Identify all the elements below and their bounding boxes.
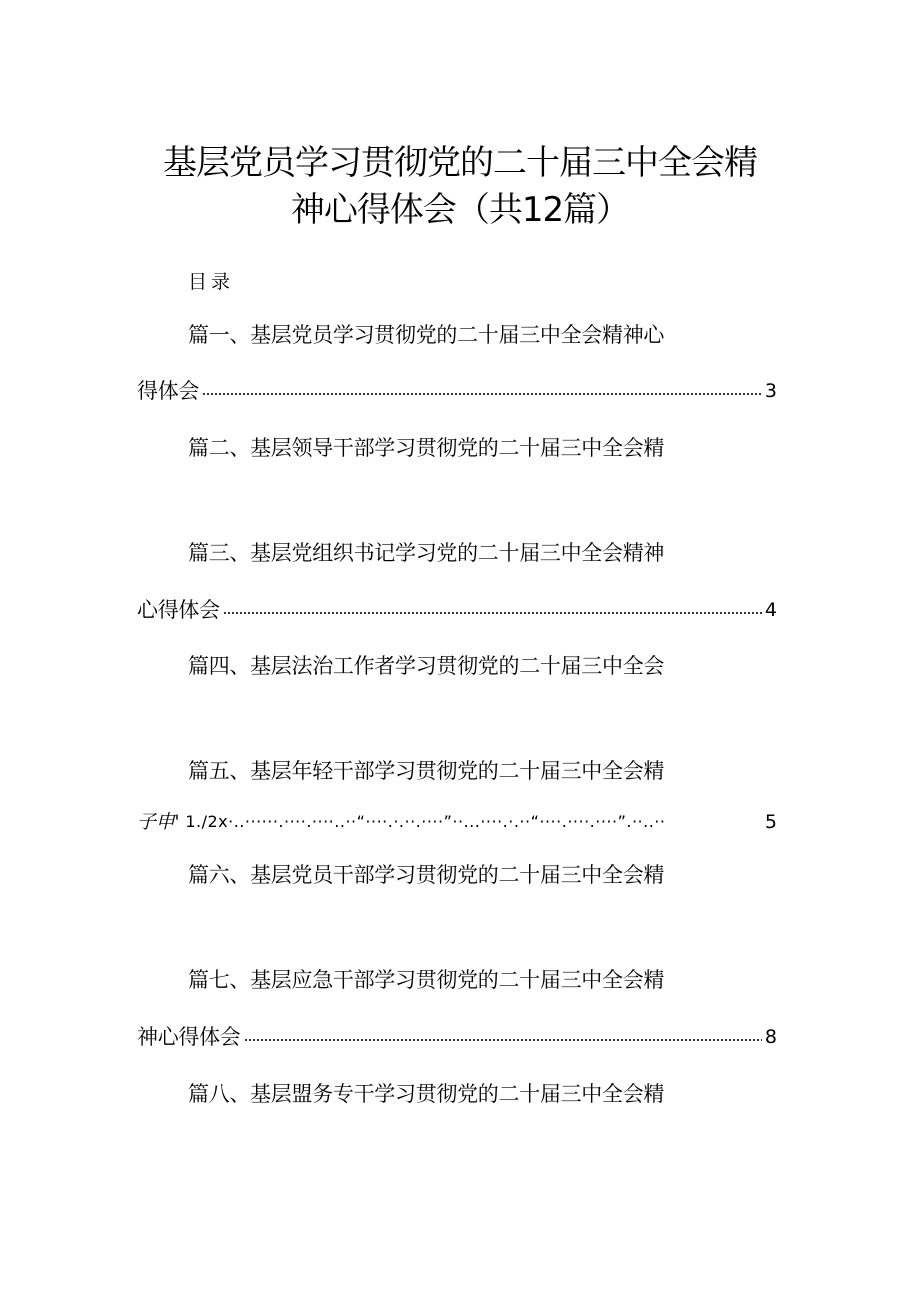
toc-entry-5-page: 5 (764, 811, 777, 833)
toc-entry-7-title-end: 神心得体会 (137, 1025, 241, 1049)
toc-entry-1-continuation[interactable] (137, 377, 777, 405)
toc-entry-2-title[interactable]: 篇二、基层领导干部学习贯彻党的二十届三中全会精 (188, 436, 665, 460)
toc-entry-7-continuation[interactable] (137, 1023, 777, 1051)
toc-entry-8-title[interactable]: 篇八、基层盟务专干学习贯彻党的二十届三中全会精 (188, 1082, 665, 1106)
toc-entry-4-title[interactable]: 篇四、基层法治工作者学习贯彻党的二十届三中全会 (188, 654, 665, 678)
toc-dot-leader (202, 390, 762, 398)
toc-heading: 目录 (188, 271, 235, 293)
document-title-line-1: 基层党员学习贯彻党的二十届三中全会精 (163, 143, 757, 183)
toc-dot-leader (223, 609, 762, 617)
toc-entry-6-title[interactable]: 篇六、基层党员干部学习贯彻党的二十届三中全会精 (188, 863, 665, 887)
toc-entry-5-title-end: 子申' (137, 811, 180, 833)
toc-entry-7-page: 8 (764, 1026, 777, 1048)
toc-entry-3-continuation[interactable] (137, 596, 777, 624)
toc-entry-5-continuation[interactable] (137, 808, 777, 836)
document-title-line-2: 神心得体会（共12篇） (290, 190, 630, 230)
toc-entry-3-title[interactable]: 篇三、基层党组织书记学习党的二十届三中全会精神 (188, 541, 665, 565)
toc-entry-3-page: 4 (764, 599, 777, 621)
toc-entry-1-title[interactable]: 篇一、基层党员学习贯彻党的二十届三中全会精神心 (188, 323, 665, 347)
toc-entry-1-title-end: 得体会 (137, 379, 200, 403)
toc-dot-leader (244, 1036, 762, 1044)
toc-entry-1-page: 3 (764, 380, 777, 402)
toc-entry-5-title[interactable]: 篇五、基层年轻干部学习贯彻党的二十届三中全会精 (188, 759, 665, 783)
toc-entry-5-garbled-leader: 1./2x·..······.····.····..··“····.·.··.····”··...····.·.··“····.····.····”.··..·· (185, 812, 666, 831)
toc-entry-7-title[interactable]: 篇七、基层应急干部学习贯彻党的二十届三中全会精 (188, 968, 665, 992)
toc-entry-3-title-end: 心得体会 (137, 598, 220, 622)
